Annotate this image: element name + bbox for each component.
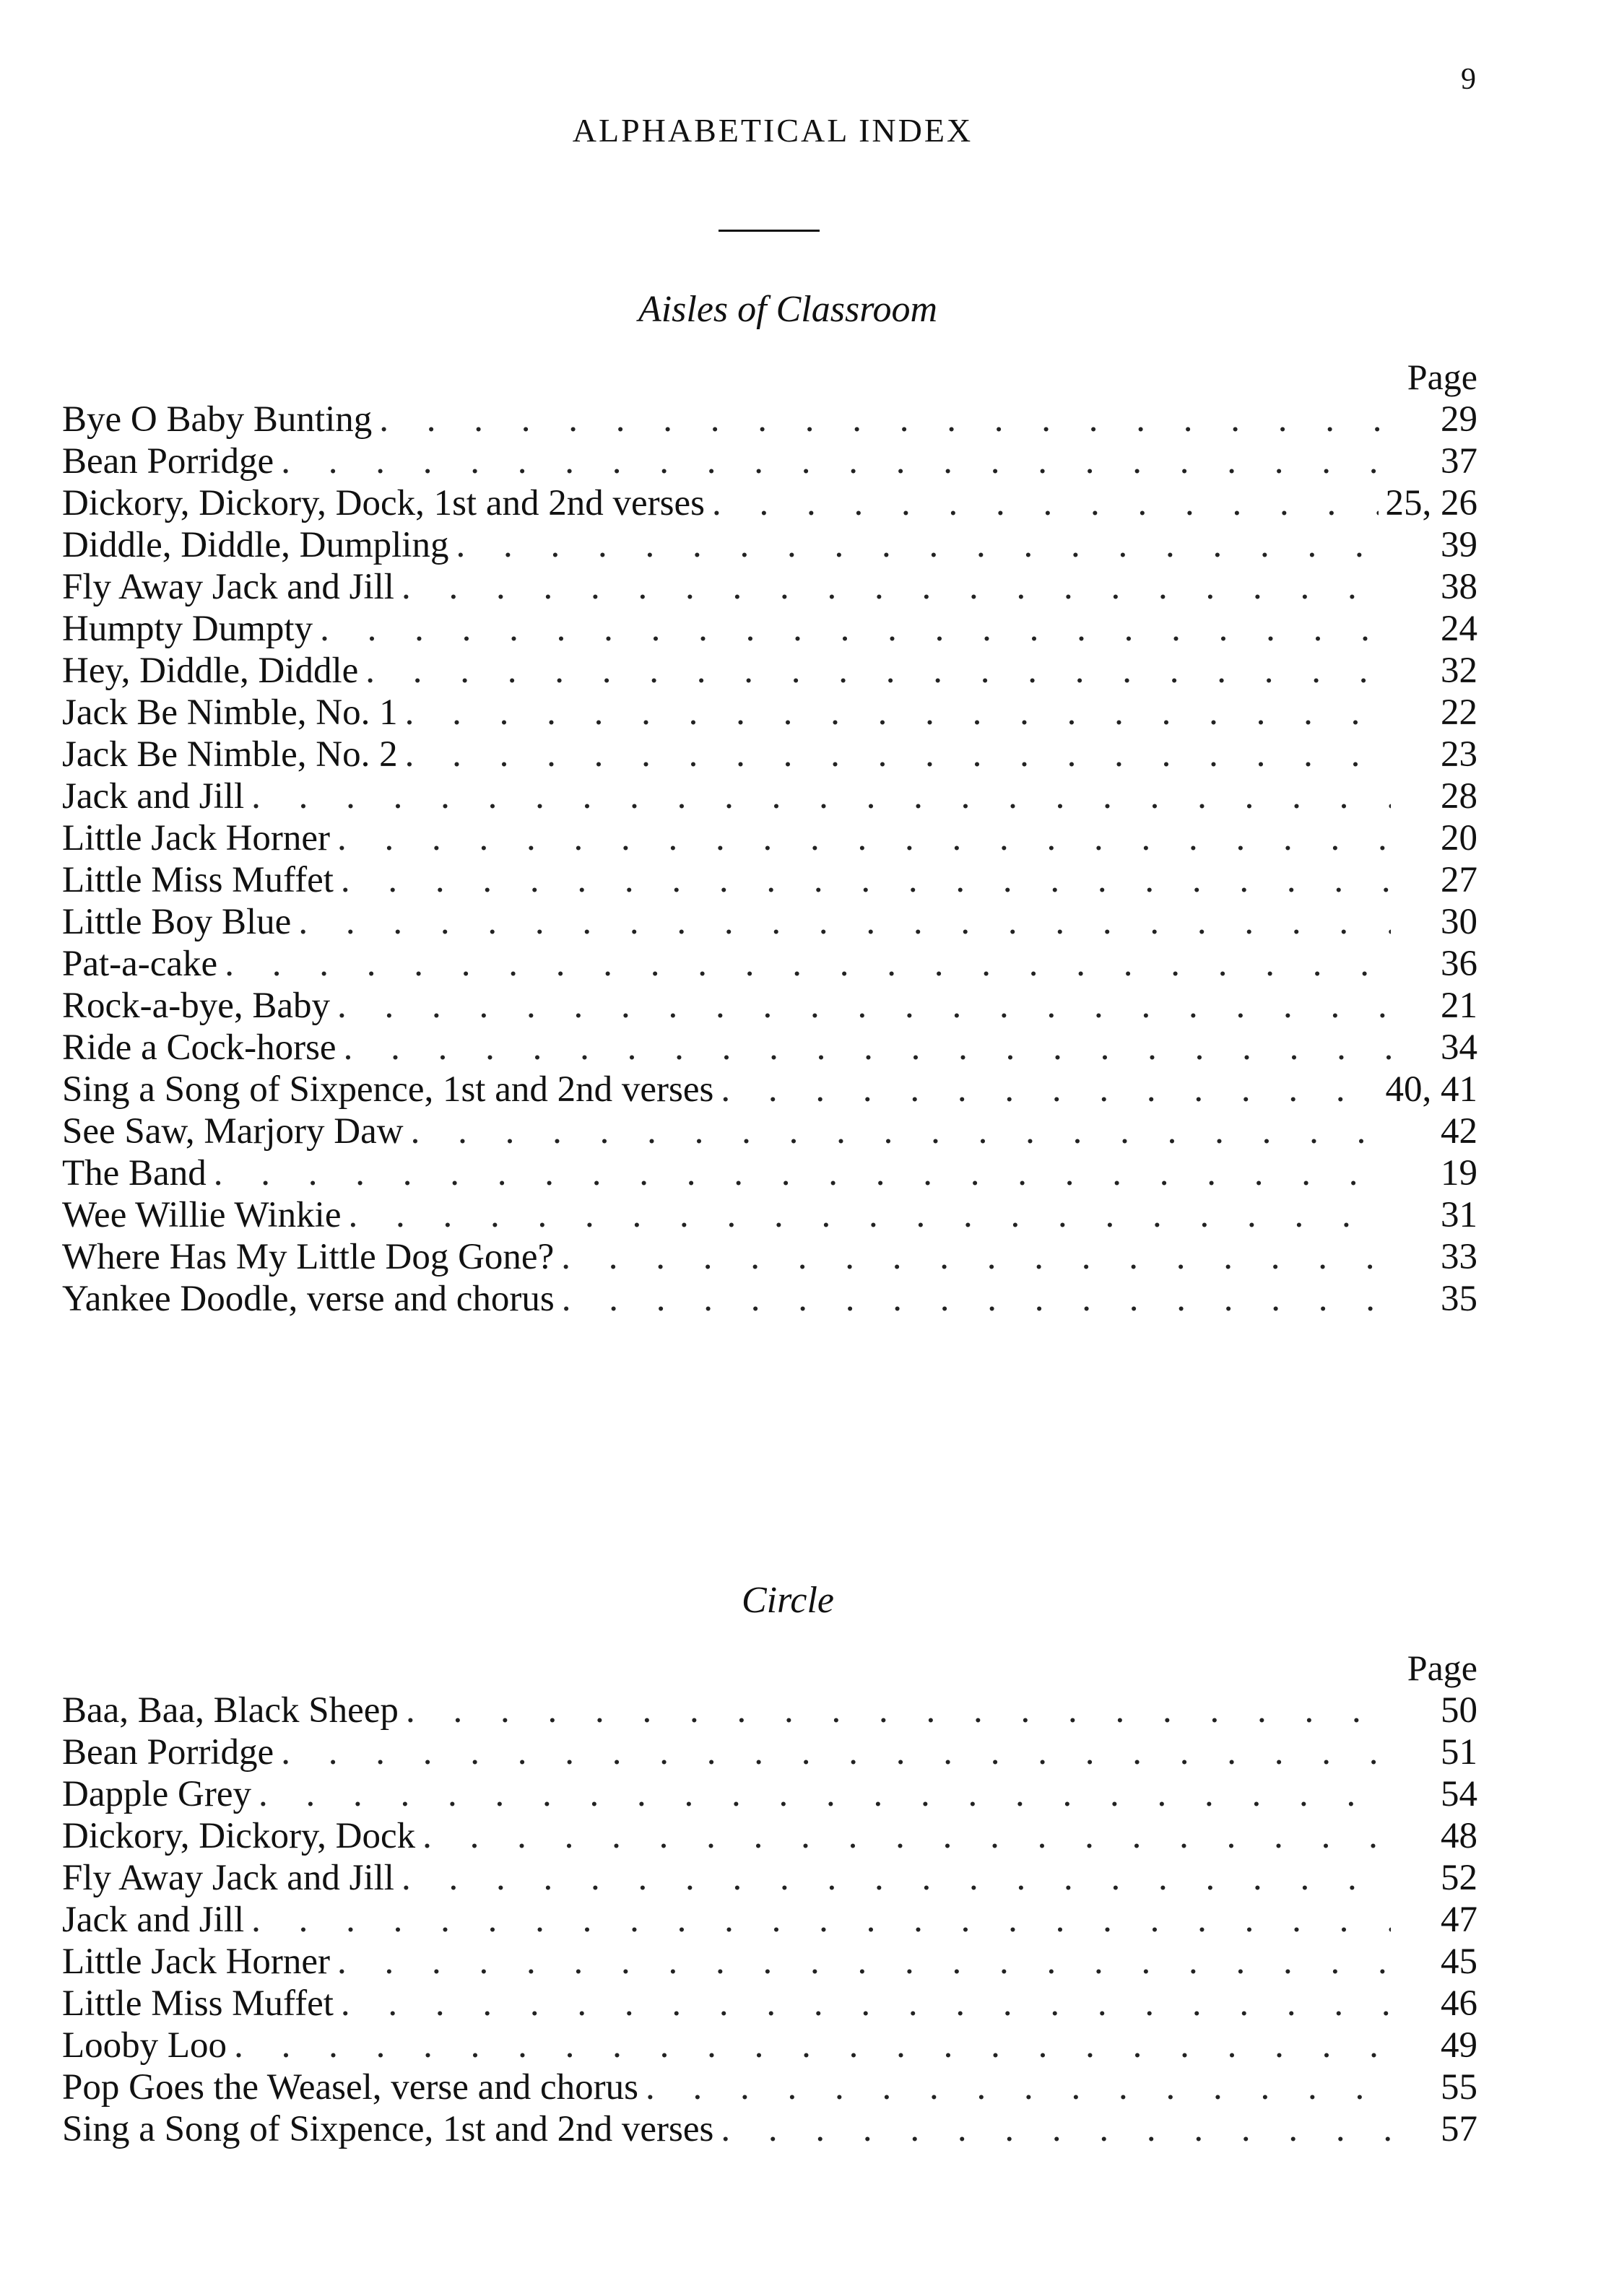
- section-heading: Circle: [741, 1580, 835, 1621]
- entry-title: Sing a Song of Sixpence, 1st and 2nd verses: [62, 2109, 714, 2149]
- entry-title: Wee Willie Winkie: [62, 1195, 342, 1235]
- entry-page-number: 48: [1441, 1816, 1477, 1856]
- index-entry: [62, 1110, 1485, 1152]
- index-entry: [62, 608, 1485, 650]
- dot-leader: [337, 817, 1391, 859]
- dot-leader: [406, 1690, 1391, 1731]
- dot-leader: [562, 1278, 1391, 1320]
- entry-page-number: 28: [1441, 776, 1477, 817]
- entry-title: Little Boy Blue: [62, 902, 292, 942]
- entry-title: Pop Goes the Weasel, verse and chorus: [62, 2067, 638, 2108]
- index-entry: [62, 1236, 1485, 1278]
- entry-page-number: 40, 41: [1385, 1069, 1477, 1110]
- entry-title: See Saw, Marjory Daw: [62, 1111, 404, 1152]
- entry-page-number: 22: [1441, 692, 1477, 733]
- entry-page-number: 21: [1441, 986, 1477, 1026]
- dot-leader: [320, 608, 1391, 650]
- dot-leader: [344, 1027, 1391, 1069]
- dot-leader: [214, 1152, 1391, 1194]
- entry-page-number: 35: [1441, 1279, 1477, 1319]
- index-entry: [62, 482, 1485, 524]
- dot-leader: [456, 524, 1391, 566]
- index-entry: [62, 1857, 1485, 1899]
- index-entry: [62, 1152, 1485, 1194]
- entry-page-number: 47: [1441, 1900, 1477, 1940]
- index-entry: [62, 1983, 1485, 2025]
- index-entry: [62, 1194, 1485, 1236]
- entry-page-number: 25, 26: [1385, 483, 1477, 523]
- index-entry: [62, 1899, 1485, 1941]
- entry-title: Humpty Dumpty: [62, 609, 313, 649]
- dot-leader: [225, 943, 1391, 985]
- index-entry: [62, 817, 1485, 859]
- entry-page-number: 51: [1441, 1732, 1477, 1773]
- entry-title: Fly Away Jack and Jill: [62, 1858, 394, 1898]
- entry-page-number: 32: [1441, 651, 1477, 691]
- index-entry: [62, 2066, 1485, 2108]
- dot-leader: [402, 1857, 1391, 1899]
- index-entry: [62, 1027, 1485, 1069]
- dot-leader: [251, 1899, 1391, 1941]
- entry-title: Jack and Jill: [62, 776, 245, 817]
- entry-list: [62, 1690, 1485, 2150]
- entry-page-number: 36: [1441, 944, 1477, 984]
- index-entry: [62, 692, 1485, 734]
- entry-title: Ride a Cock-horse: [62, 1027, 337, 1068]
- index-section-circle: [62, 1580, 1485, 2150]
- index-entry: [62, 566, 1485, 608]
- entry-page-number: 55: [1441, 2067, 1477, 2108]
- dot-leader: [337, 1941, 1391, 1983]
- dot-leader: [259, 1773, 1391, 1815]
- entry-title: Bye O Baby Bunting: [62, 399, 373, 440]
- dot-leader: [405, 692, 1391, 734]
- entry-page-number: 57: [1441, 2109, 1477, 2149]
- entry-title: Pat-a-cake: [62, 944, 218, 984]
- dot-leader: [281, 1731, 1391, 1773]
- dot-leader: [234, 2025, 1391, 2066]
- entry-page-number: 20: [1441, 818, 1477, 858]
- entry-title: Sing a Song of Sixpence, 1st and 2nd verses: [62, 1069, 714, 1110]
- entry-title: The Band: [62, 1153, 207, 1193]
- dot-leader: [337, 985, 1391, 1027]
- entry-page-number: 27: [1441, 860, 1477, 900]
- page-title: ALPHABETICAL INDEX: [572, 112, 973, 149]
- index-entry: [62, 734, 1485, 775]
- dot-leader: [348, 1194, 1391, 1236]
- entry-page-number: 37: [1441, 441, 1477, 482]
- entry-page-number: 52: [1441, 1858, 1477, 1898]
- dot-leader: [341, 1983, 1391, 2025]
- entry-page-number: 24: [1441, 609, 1477, 649]
- index-entry: [62, 650, 1485, 692]
- dot-leader: [405, 734, 1391, 775]
- index-entry: [62, 775, 1485, 817]
- dot-leader: [402, 566, 1391, 608]
- index-entry: [62, 1941, 1485, 1983]
- entry-title: Baa, Baa, Black Sheep: [62, 1690, 399, 1731]
- entry-title: Little Miss Muffet: [62, 1983, 334, 2024]
- entry-page-number: 50: [1441, 1690, 1477, 1731]
- index-entry: [62, 1278, 1485, 1320]
- index-entry: [62, 1773, 1485, 1815]
- index-entry: [62, 1069, 1485, 1110]
- entry-title: Little Jack Horner: [62, 818, 331, 858]
- index-entry: [62, 524, 1485, 566]
- index-entry: [62, 859, 1485, 901]
- index-entry: [62, 399, 1485, 440]
- dot-leader: [251, 775, 1391, 817]
- dot-leader: [298, 901, 1391, 943]
- dot-leader: [721, 1069, 1378, 1110]
- entry-title: Dickory, Dickory, Dock: [62, 1816, 416, 1856]
- entry-title: Bean Porridge: [62, 1732, 274, 1773]
- title-divider: [719, 230, 820, 232]
- entry-title: Hey, Diddle, Diddle: [62, 651, 359, 691]
- dot-leader: [712, 482, 1379, 524]
- entry-title: Yankee Doodle, verse and chorus: [62, 1279, 555, 1319]
- entry-page-number: 19: [1441, 1153, 1477, 1193]
- entry-page-number: 30: [1441, 902, 1477, 942]
- entry-title: Jack Be Nimble, No. 1: [62, 692, 398, 733]
- entry-list: [62, 399, 1485, 1320]
- index-entry: [62, 901, 1485, 943]
- entry-title: Jack and Jill: [62, 1900, 245, 1940]
- index-entry: [62, 2025, 1485, 2066]
- entry-page-number: 33: [1441, 1237, 1477, 1277]
- dot-leader: [365, 650, 1391, 692]
- entry-page-number: 49: [1441, 2025, 1477, 2066]
- index-entry: [62, 1690, 1485, 1731]
- entry-title: Rock-a-bye, Baby: [62, 986, 331, 1026]
- dot-leader: [281, 440, 1391, 482]
- dot-leader: [721, 2108, 1391, 2150]
- entry-title: Where Has My Little Dog Gone?: [62, 1237, 555, 1277]
- entry-title: Little Miss Muffet: [62, 860, 334, 900]
- entry-page-number: 54: [1441, 1774, 1477, 1814]
- section-heading: Aisles of Classroom: [638, 289, 938, 330]
- entry-page-number: 42: [1441, 1111, 1477, 1152]
- entry-title: Dapple Grey: [62, 1774, 251, 1814]
- entry-page-number: 29: [1441, 399, 1477, 440]
- dot-leader: [422, 1815, 1391, 1857]
- entry-page-number: 39: [1441, 525, 1477, 565]
- index-section-aisles: [62, 289, 1485, 1320]
- entry-title: Little Jack Horner: [62, 1941, 331, 1982]
- entry-title: Bean Porridge: [62, 441, 274, 482]
- page-column-label: Page: [1407, 357, 1477, 397]
- dot-leader: [341, 859, 1391, 901]
- entry-title: Diddle, Diddle, Dumpling: [62, 525, 449, 565]
- index-entry: [62, 1731, 1485, 1773]
- index-entry: [62, 1815, 1485, 1857]
- entry-title: Jack Be Nimble, No. 2: [62, 734, 398, 775]
- entry-page-number: 46: [1441, 1983, 1477, 2024]
- index-entry: [62, 2108, 1485, 2150]
- index-entry: [62, 943, 1485, 985]
- dot-leader: [646, 2066, 1391, 2108]
- dot-leader: [561, 1236, 1391, 1278]
- page-column-label: Page: [1407, 1648, 1477, 1688]
- entry-title: Looby Loo: [62, 2025, 227, 2066]
- entry-page-number: 45: [1441, 1941, 1477, 1982]
- entry-title: Fly Away Jack and Jill: [62, 567, 394, 607]
- entry-page-number: 23: [1441, 734, 1477, 775]
- dot-leader: [411, 1110, 1391, 1152]
- index-entry: [62, 985, 1485, 1027]
- entry-page-number: 31: [1441, 1195, 1477, 1235]
- entry-page-number: 34: [1441, 1027, 1477, 1068]
- entry-page-number: 38: [1441, 567, 1477, 607]
- page-number: 9: [1461, 63, 1476, 96]
- entry-title: Dickory, Dickory, Dock, 1st and 2nd verses: [62, 483, 705, 523]
- index-entry: [62, 440, 1485, 482]
- dot-leader: [379, 399, 1391, 440]
